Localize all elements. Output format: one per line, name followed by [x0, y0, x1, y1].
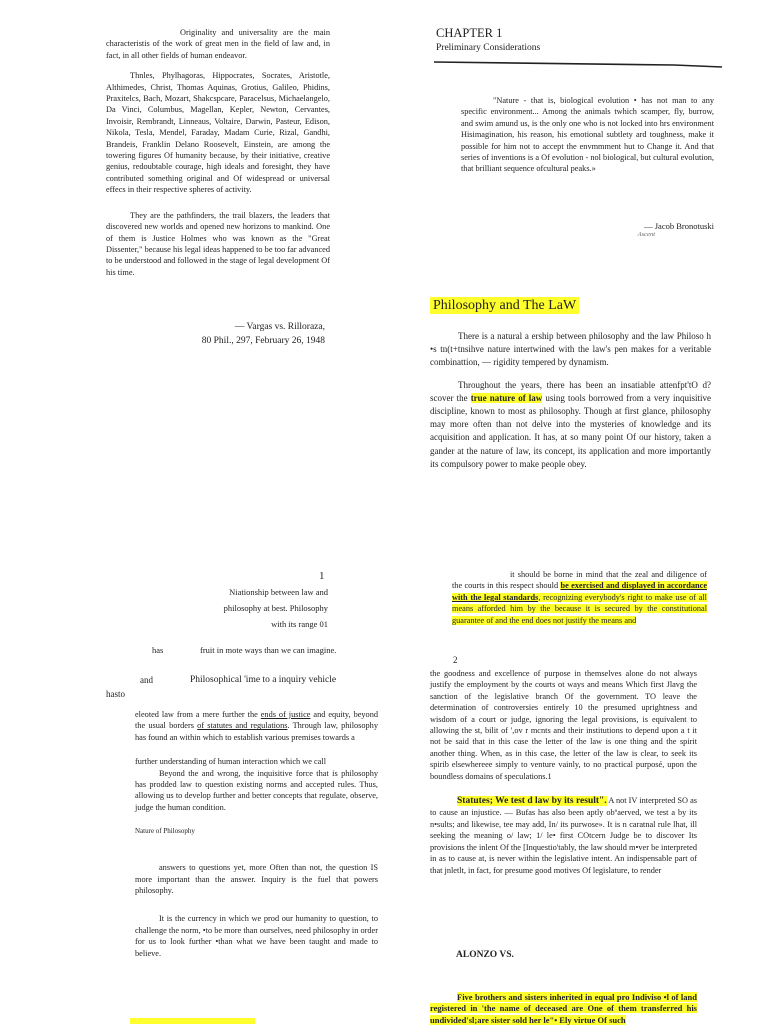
five-brothers-paragraph [430, 992, 697, 1026]
has-word: has [152, 645, 164, 655]
statutes-regulations-underline: of statutes and regulations [197, 721, 288, 731]
five-brothers-highlight: Five brothers and sisters inherited in equal pro Indiviso •l of land registered in 'the name of deceased are One of them transferred his undivided'sl;are sister sold her le"• Ely virtue Of such [430, 992, 697, 1025]
currency-paragraph: It is the currency in which we prod our humanity to question, to challenge the norm, •to be more than ourselves, need philosophy in order for us to look further •than what we have been taught and made to believe. [135, 914, 378, 958]
case-citation-reporter: 80 Phil., 297, February 26, 1948 [201, 336, 325, 346]
legal-standards-highlight: be exercised and displayed in accordance with the legal standards [452, 581, 707, 602]
statutes-result-text: A not IV interpreted SO as to cause an injustice. — Bufas has also been aptly obºaerved, we test a by its n•sults; and likewise, tee may add, In/ its purwose». It is n caratnal rule lhat, ill seeking the meaning o/ law; 1/ le• first COtcern Judge be to discover Its provisions the inlent Of the [Inquestio'tably, the law should m•ver be interpreted in as to cause at, is never within the legislative intent. An indispensable part of that jnletlt, in fact, for presume good motives Of legislature, to render [430, 796, 697, 875]
true-nature-paragraph [430, 379, 711, 471]
towering-figures-paragraph: Thnles, Phylhagoras, Hippocrates, Socrates, Aristotle, Althimedes, Christ, Thomas Aquinas, Grotius, Galileo, Phidins, Praxitelcs, Bach, Mozart, Shakcspcare, Paracelsus, Michaelangelo, Da Vinci, Columbus, Magellan, Kepler, Newton, Cervantes, Invoisir, Rembrandt, Linneaus, Voltaire, Darwin, Pasteur, Edison, Nikola, Tesla, Mendel, Faraday, Madam Curie, Rizal, Gandhi, Brandeis, Franklin Delano Roosevelt, Einstein, are among the towering figures Of humanity because, by their initiative, creative genius, redoubtable courage, high ideals and foresight, they have contributed something original and Of widespread or universal effecs in their respective spheres of activity. [106, 71, 330, 195]
right-bottom-body-2 [430, 668, 697, 876]
epigraph-attribution: — Jacob Bronotuski [644, 221, 714, 231]
bottom-highlight-fragment [130, 1018, 255, 1024]
true-nature-highlight: true nature of law [470, 392, 543, 403]
epigraph-source: Ascent [637, 231, 655, 238]
relationship-line-3: with its range 01 [271, 618, 328, 629]
chapter-subtitle: Preliminary Considerations [436, 43, 541, 53]
nature-of-philosophy-heading: Nature of Philosophy [135, 827, 195, 836]
left-bottom-body [135, 709, 378, 959]
inquisitive-force-paragraph: Beyond the and wrong, the inquisitive force that is philosophy has prodded law to question existing norms and accepted rules. Thus, allowing us to develop further and better concepts that regulate, observe, judge the human condition. [135, 768, 378, 812]
chapter-title: CHAPTER 1 [436, 26, 503, 40]
true-nature-text-b: using tools borrowed from a very inquisitive discipline, known to most as philosophy. Though at first glance, philosophy may more often than not delve into the mysteries of knowledge and its acquisition and application. It has, at so many point Of our history, taken a gander at the nature of law, its concept, its application and more importantly its compulsory power to make people obey. [430, 392, 711, 469]
means-highlight: , recognizing everybody's right to make use of all means afforded him by the because it is secured by the constitutional guarantee of and the end does not justify the means and [452, 592, 707, 625]
statutes-result-highlight: Statutes; We test d law by its result". [457, 796, 607, 807]
answers-paragraph: answers to questions yet, more Often than not, the question IS more important than the answer. Inquiry is the fuel that powers philosophy. [135, 863, 378, 896]
left-bottom-page-number: 1 [319, 570, 325, 582]
case-citation-name: — Vargas vs. Rilloraza, [234, 322, 325, 332]
statutes-result-paragraph [430, 795, 697, 876]
relationship-line-2: philosophy at best. Philosophy [223, 602, 328, 613]
chapter-rule [434, 58, 724, 70]
ends-of-justice-text-c: . Through law, philosophy has found an within which to establish various premises towards a [135, 721, 378, 742]
right-bottom-page-number: 2 [453, 655, 458, 665]
ends-of-justice-text-b: and equity, beyond the usual borders [135, 710, 379, 731]
epigraph-quote: "Nature - that is, biological evolution • has not man to any specific environment... Among the animals twhich scamper, fly, burrow, and swim amund us, is the only one who is not locked into hrs environment Hisimagination, his reason, his emotional subtlety ard toughness, make it possible for him not to accept the envmmment hut to Change it. And that series of inventions is a Of evolution - nol biological, but cultural evolution, that brilliant sequence ofcultural peaks.» [461, 96, 714, 174]
relationship-line-1: Niationship between law and [229, 587, 328, 597]
relationship-lines [150, 585, 328, 632]
inquiry-vehicle-line: Philosophical 'ime to a inquiry vehicle [190, 675, 337, 685]
right-bottom-body [452, 569, 707, 626]
zeal-diligence-paragraph [452, 569, 707, 626]
case-citation [150, 320, 325, 348]
left-top-column [106, 27, 330, 278]
section-heading-text: Philosophy and The LaW [430, 297, 579, 314]
ends-of-justice-paragraph [135, 709, 378, 743]
human-interaction-paragraph: further understanding of human interaction which we call [135, 757, 326, 767]
philosophy-law-body [430, 330, 711, 471]
alonzo-heading: ALONZO VS. [456, 950, 514, 960]
true-nature-text-a: Throughout the years, there has been an insatiable attenfpt'tO d?scover the [430, 379, 711, 403]
fruit-line: fruit in mote ways than we can imagine. [200, 645, 337, 655]
goodness-excellence-paragraph: the goodness and excellence of purpose in themselves alone do not always justify the employment by the courts ot ways and means Which first Jlavg the sanction of the legislative branch Of the government. TO leave the determination of controversies entirely 10 the presumed uprightness and wisdom of a court or judge, ignoring the legal provisions, is equivalent to allowing the st, bilit of ',ov r mcnts and their institutions to depend upon a t it not be said that in this case the letter of the law is one thing and the spirit another thing. When, as in this case, the letter of the law is clear, to seek its spirib elsewhereee simply to venture vainly, to no practical purposé, upon the boundless domains of speculations.1 [430, 669, 697, 781]
natural-partnership-paragraph: There is a natural a ership between philosophy and the law Philoso h •s tn(t+tnsihve nature intertwined with the law's pen makes for a veritable combinattion, — rigidity tempered by dynamism. [430, 331, 711, 368]
hasto-word: hasto [106, 689, 125, 699]
zeal-text-a: it should be borne in mind that the zeal and diligence of the courts in this respect should [452, 570, 707, 591]
pathfinders-paragraph: They are the pathfinders, the trail blazers, the leaders that discovered new worlds and opened new horizons to mankind. One of them is Justice Holmes who was known as the "Great Dissenter," because his legal ideas happened to be too far advanced to be understood and followed in the stage of legal development Of his time. [106, 210, 330, 277]
and-word: and [140, 675, 153, 685]
ends-of-justice-text-a: eleoted law from a mere further the [135, 710, 261, 719]
ends-of-justice-underline: ends of justice [260, 710, 311, 719]
section-heading-philosophy-law [430, 296, 579, 314]
intro-paragraph: Originality and universality are the main characteristis of the work of great men in the field of law and, in fact, in all other fields of human endeavor. [106, 28, 330, 60]
